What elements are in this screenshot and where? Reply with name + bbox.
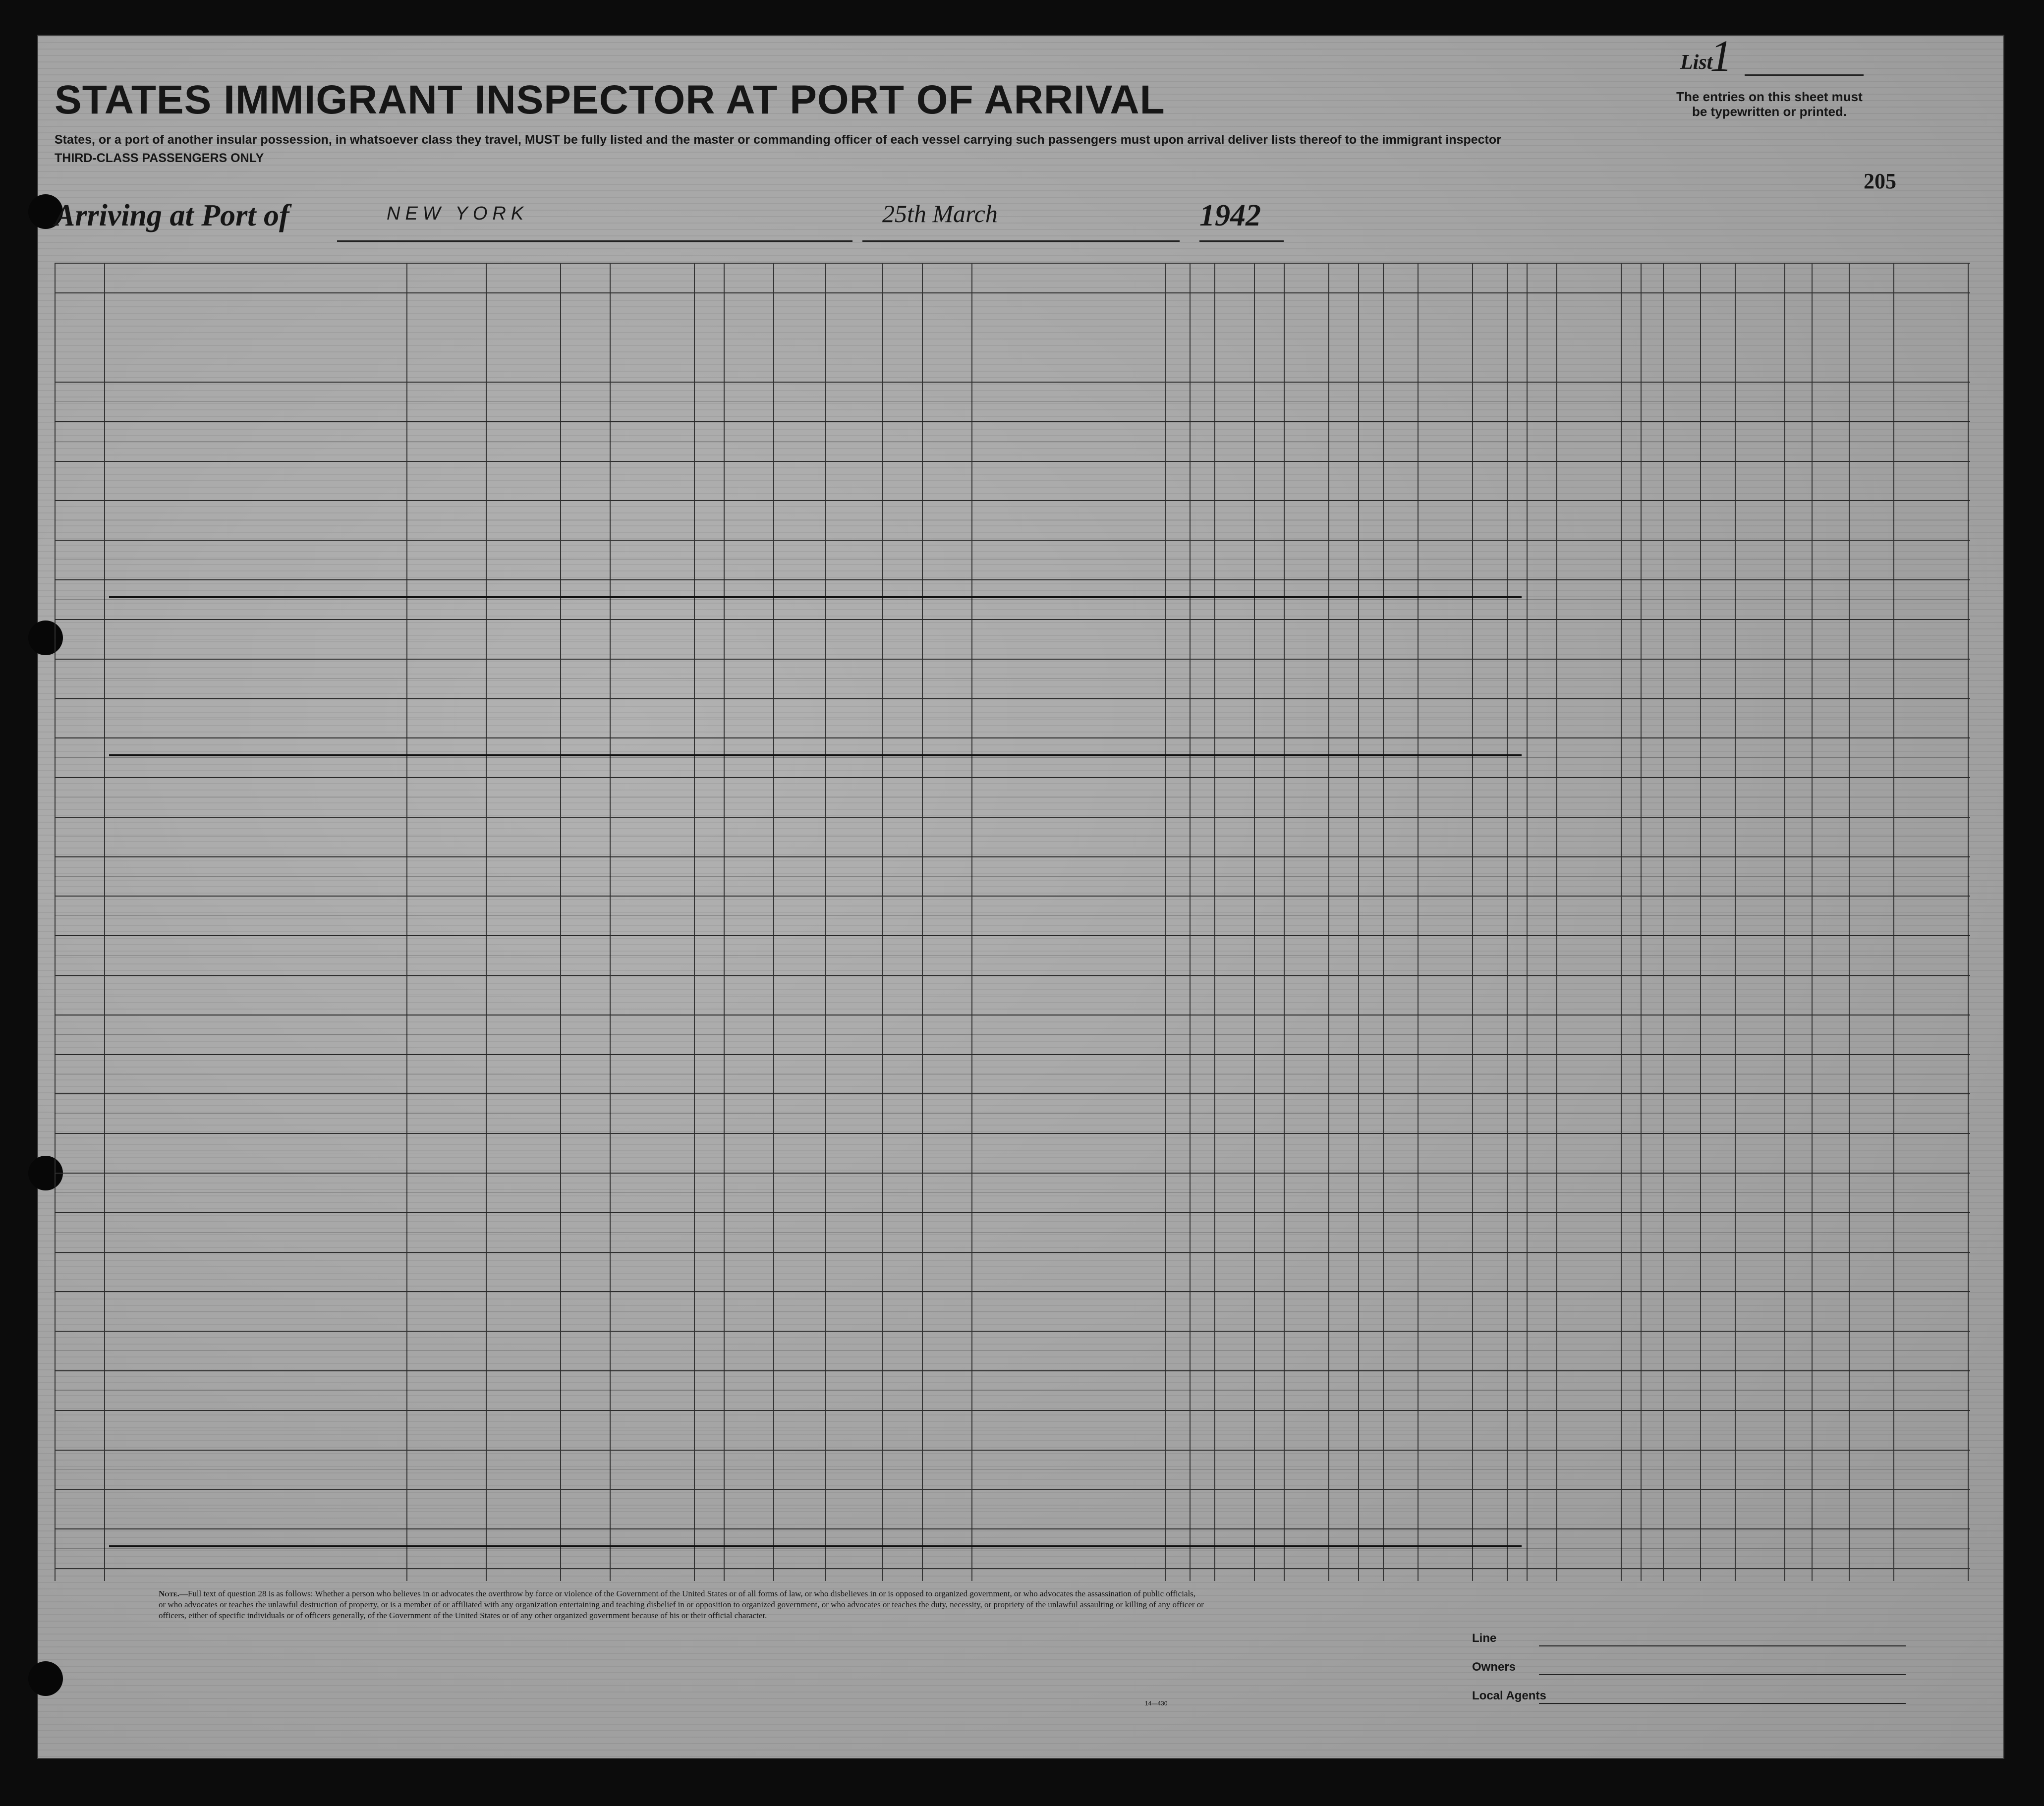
column-header [1509, 301, 1525, 376]
column-header [57, 301, 102, 376]
row-subrule [55, 1291, 1970, 1292]
footnote [159, 1588, 1204, 1621]
row-subrule [55, 1034, 1970, 1035]
column-header [1419, 301, 1470, 376]
local-agents-field [1539, 1703, 1906, 1704]
column-header [696, 301, 722, 376]
row-subrule [55, 1548, 1970, 1549]
row-subrule [55, 1370, 1970, 1371]
row-subrule [55, 421, 1970, 422]
row-subrule [55, 1232, 1970, 1233]
column-header [726, 301, 771, 376]
row-subrule [55, 441, 1970, 442]
row-subrule [55, 1093, 1970, 1094]
column-header [1286, 301, 1326, 376]
header-description: States, or a port of another insular possession, in whatsoever class they travel, MUST be fully listed and the master or commanding officer of each vessel carrying such passengers must upon arrival deliver lists thereof to the immigrant inspector [55, 133, 1501, 147]
row-subrule [55, 1212, 1970, 1213]
footnote-label: Note. [159, 1589, 179, 1598]
row-subrule [55, 1390, 1970, 1391]
row-subrule [55, 757, 1970, 758]
port-of-arrival: NEW YORK [387, 203, 529, 224]
row-subrule [55, 1054, 1970, 1055]
column-header [1330, 301, 1356, 376]
header-rule [55, 263, 1970, 264]
header-rule [55, 292, 1970, 293]
local-agents-label: Local Agents [1472, 1689, 1546, 1702]
row-strikethrough [109, 1545, 1522, 1547]
row-subrule [55, 500, 1970, 501]
column-header [1385, 301, 1416, 376]
column-subheader [1166, 341, 1188, 380]
row-subrule [55, 619, 1970, 620]
passenger-class-line: THIRD-CLASS PASSENGERS ONLY [55, 151, 264, 165]
row-strikethrough [109, 754, 1522, 756]
row-rule [55, 1568, 1970, 1569]
punch-hole [28, 1661, 63, 1696]
form-number: 14—430 [1145, 1700, 1168, 1707]
column-header [1360, 301, 1381, 376]
arriving-label: Arriving at Port of [55, 199, 289, 232]
line-field [1539, 1645, 1906, 1646]
page-title: STATES IMMIGRANT INSPECTOR AT PORT OF ARRIVAL [55, 77, 1165, 122]
row-subrule [55, 1469, 1970, 1470]
column-header [1256, 301, 1282, 376]
column-header [1474, 301, 1505, 376]
column-subheader [1622, 341, 1639, 380]
row-subrule [55, 401, 1970, 402]
column-header [1643, 301, 1661, 376]
list-label: List [1680, 51, 1713, 74]
row-subrule [55, 856, 1970, 857]
row-subrule [55, 1528, 1970, 1529]
arrival-year: 1942 [1199, 199, 1261, 232]
row-subrule [55, 777, 1970, 778]
row-subrule [55, 599, 1970, 600]
footnote-text: —Full text of question 28 is as follows: Whether a person who believes in or advocates the overthrow by force or violence of the Government of the United States or of all forms of law, or who disbelieves in or is opposed to organized government, or who advocates the assassination of public officials, or who advocates or teaches the unlawful destruction of property, or is a member of or affiliated with any organization entertaining and teaching disbelief in or opposition to organized government, or who advocates or teaches the duty, necessity, or propriety of the unlawful assaulting or killing of any officer or officers, either of specific individuals or of officers generally, of the Government of the United States or of any other organized government because of his or their official character. [159, 1589, 1204, 1620]
line-label: Line [1472, 1632, 1497, 1645]
row-subrule [55, 1410, 1970, 1411]
row-subrule [55, 935, 1970, 936]
row-subrule [55, 737, 1970, 738]
row-subrule [55, 915, 1970, 916]
row-subrule [55, 876, 1970, 877]
date-underline [862, 240, 1180, 242]
row-subrule [55, 579, 1970, 580]
manifest-table [55, 263, 1970, 1581]
typewritten-note: The entries on this sheet must be typewritten or printed. [1676, 89, 1863, 119]
owners-field [1539, 1674, 1906, 1675]
year-underline [1199, 240, 1284, 242]
column-header [1529, 301, 1554, 376]
row-subrule [55, 1192, 1970, 1193]
list-number: 1 [1710, 32, 1732, 81]
arrival-date: 25th March [882, 200, 998, 227]
row-subrule [55, 678, 1970, 679]
owners-label: Owners [1472, 1660, 1516, 1674]
column-subheader [1191, 341, 1213, 380]
port-underline [337, 240, 852, 242]
row-strikethrough [109, 596, 1522, 598]
row-subrule [55, 955, 1970, 956]
list-underline [1745, 74, 1864, 76]
row-subrule [55, 1113, 1970, 1114]
sheet-number: 205 [1864, 169, 1896, 193]
